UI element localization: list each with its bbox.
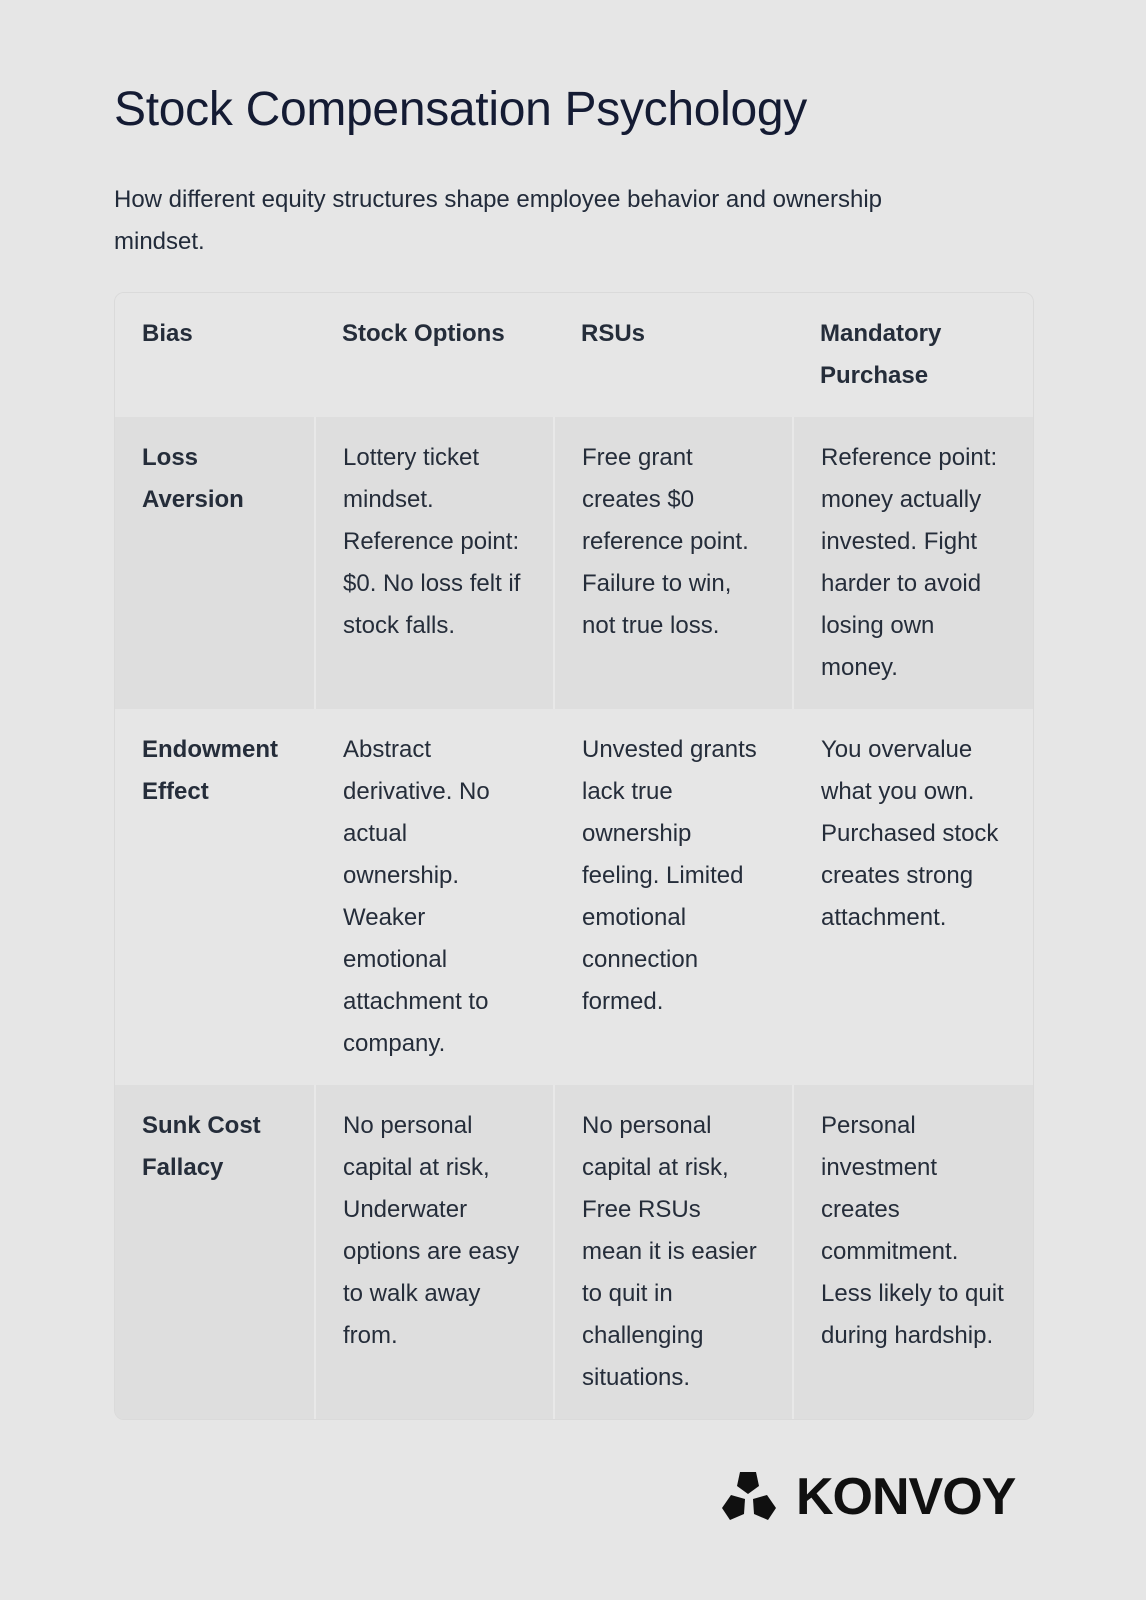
cell-stock-options: Abstract derivative. No actual ownership. Weaker emotional attachment to company. xyxy=(315,709,554,1085)
page-title: Stock Compensation Psychology xyxy=(114,83,807,136)
cell-stock-options: Lottery ticket mindset. Reference point: $0. No loss felt if stock falls. xyxy=(315,417,554,709)
cell-rsus: Free grant creates $0 reference point. Failure to win, not true loss. xyxy=(554,417,793,709)
column-header-bias: Bias xyxy=(115,293,315,417)
cell-mandatory-purchase: Personal investment creates commitment. Less likely to quit during hardship. xyxy=(793,1085,1033,1419)
logo-wordmark: KONVOY xyxy=(796,1468,1016,1526)
column-header-rsus: RSUs xyxy=(554,293,793,417)
column-header-stock-options: Stock Options xyxy=(315,293,554,417)
comparison-table xyxy=(114,292,1034,1420)
cell-mandatory-purchase: You overvalue what you own. Purchased stock creates strong attachment. xyxy=(793,709,1033,1085)
cell-rsus: Unvested grants lack true ownership feeling. Limited emotional connection formed. xyxy=(554,709,793,1085)
column-header-mandatory-purchase: Mandatory Purchase xyxy=(793,293,1033,417)
konvoy-logo xyxy=(720,1468,1015,1526)
page-subtitle: How different equity structures shape employee behavior and ownership mindset. xyxy=(114,186,882,255)
table-row xyxy=(115,709,1033,1085)
row-label-loss-aversion: Loss Aversion xyxy=(115,417,315,709)
konvoy-tri-icon xyxy=(720,1470,778,1524)
row-label-sunk-cost-fallacy: Sunk Cost Fallacy xyxy=(115,1085,315,1419)
cell-mandatory-purchase: Reference point: money actually invested. Fight harder to avoid losing own money. xyxy=(793,417,1033,709)
row-label-endowment-effect: Endowment Effect xyxy=(115,709,315,1085)
cell-stock-options: No personal capital at risk, Underwater options are easy to walk away from. xyxy=(315,1085,554,1419)
table-row xyxy=(115,1085,1033,1419)
table-header-row xyxy=(115,293,1033,417)
cell-rsus: No personal capital at risk, Free RSUs mean it is easier to quit in challenging situations. xyxy=(554,1085,793,1419)
table-row xyxy=(115,417,1033,709)
